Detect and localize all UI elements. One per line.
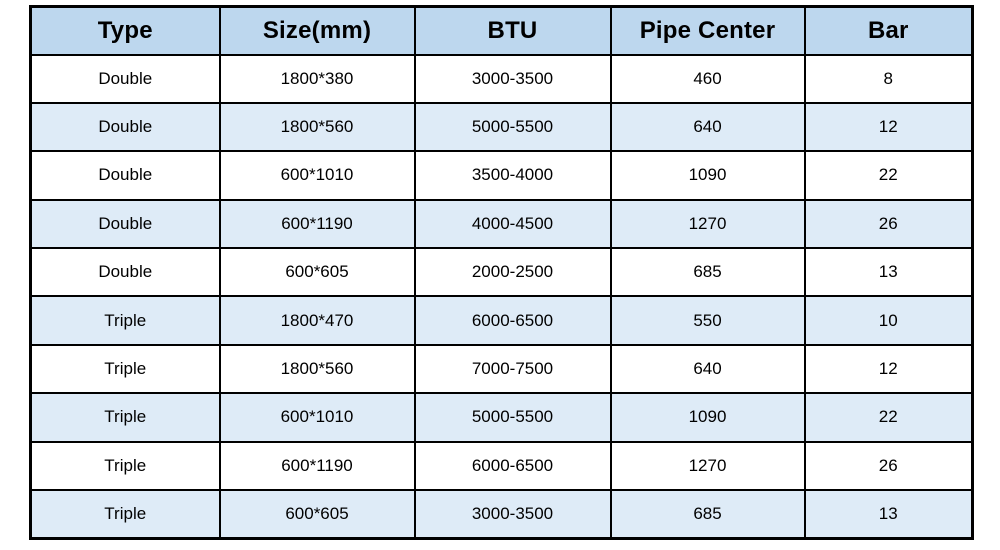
table-row	[31, 248, 973, 296]
table-cell: Double	[31, 248, 220, 296]
table-row	[31, 296, 973, 344]
spec-table	[29, 5, 974, 540]
header-cell: BTU	[415, 7, 611, 55]
table-cell: 1800*470	[220, 296, 415, 344]
table-cell: 10	[805, 296, 973, 344]
table-cell: 600*605	[220, 248, 415, 296]
table-cell: 600*1010	[220, 393, 415, 441]
table-cell: 6000-6500	[415, 442, 611, 490]
table-cell: 460	[611, 55, 805, 103]
table-cell: Triple	[31, 296, 220, 344]
table-row	[31, 393, 973, 441]
table-cell: 26	[805, 442, 973, 490]
spec-table-body	[31, 55, 973, 539]
table-row	[31, 103, 973, 151]
table-row	[31, 151, 973, 199]
table-row	[31, 442, 973, 490]
table-cell: 12	[805, 103, 973, 151]
table-cell: 12	[805, 345, 973, 393]
table-row	[31, 345, 973, 393]
table-cell: 600*1190	[220, 442, 415, 490]
table-cell: Double	[31, 103, 220, 151]
table-cell: 3000-3500	[415, 490, 611, 538]
header-row	[31, 7, 973, 55]
header-cell: Type	[31, 7, 220, 55]
table-cell: Triple	[31, 345, 220, 393]
table-cell: 4000-4500	[415, 200, 611, 248]
table-cell: 550	[611, 296, 805, 344]
spec-table-head	[31, 7, 973, 55]
table-cell: 5000-5500	[415, 103, 611, 151]
table-cell: 7000-7500	[415, 345, 611, 393]
table-cell: 600*1190	[220, 200, 415, 248]
table-cell: 600*605	[220, 490, 415, 538]
table-cell: 8	[805, 55, 973, 103]
table-cell: 2000-2500	[415, 248, 611, 296]
table-cell: 640	[611, 345, 805, 393]
table-cell: 3000-3500	[415, 55, 611, 103]
spec-table-container	[29, 5, 971, 542]
table-cell: 600*1010	[220, 151, 415, 199]
table-cell: Double	[31, 151, 220, 199]
table-cell: 1270	[611, 200, 805, 248]
table-cell: Triple	[31, 490, 220, 538]
table-cell: Triple	[31, 393, 220, 441]
table-cell: 1090	[611, 393, 805, 441]
table-cell: Triple	[31, 442, 220, 490]
header-cell: Size(mm)	[220, 7, 415, 55]
table-cell: 640	[611, 103, 805, 151]
table-cell: 1090	[611, 151, 805, 199]
table-cell: 26	[805, 200, 973, 248]
table-cell: 685	[611, 490, 805, 538]
table-cell: 13	[805, 490, 973, 538]
table-cell: 13	[805, 248, 973, 296]
table-row	[31, 55, 973, 103]
table-row	[31, 490, 973, 538]
table-cell: 685	[611, 248, 805, 296]
table-cell: 22	[805, 151, 973, 199]
table-cell: 1800*380	[220, 55, 415, 103]
table-cell: 1270	[611, 442, 805, 490]
table-cell: 5000-5500	[415, 393, 611, 441]
table-cell: 1800*560	[220, 103, 415, 151]
header-cell: Bar	[805, 7, 973, 55]
table-row	[31, 200, 973, 248]
table-cell: 3500-4000	[415, 151, 611, 199]
table-cell: Double	[31, 55, 220, 103]
header-cell: Pipe Center	[611, 7, 805, 55]
table-cell: 6000-6500	[415, 296, 611, 344]
table-cell: Double	[31, 200, 220, 248]
table-cell: 22	[805, 393, 973, 441]
table-cell: 1800*560	[220, 345, 415, 393]
